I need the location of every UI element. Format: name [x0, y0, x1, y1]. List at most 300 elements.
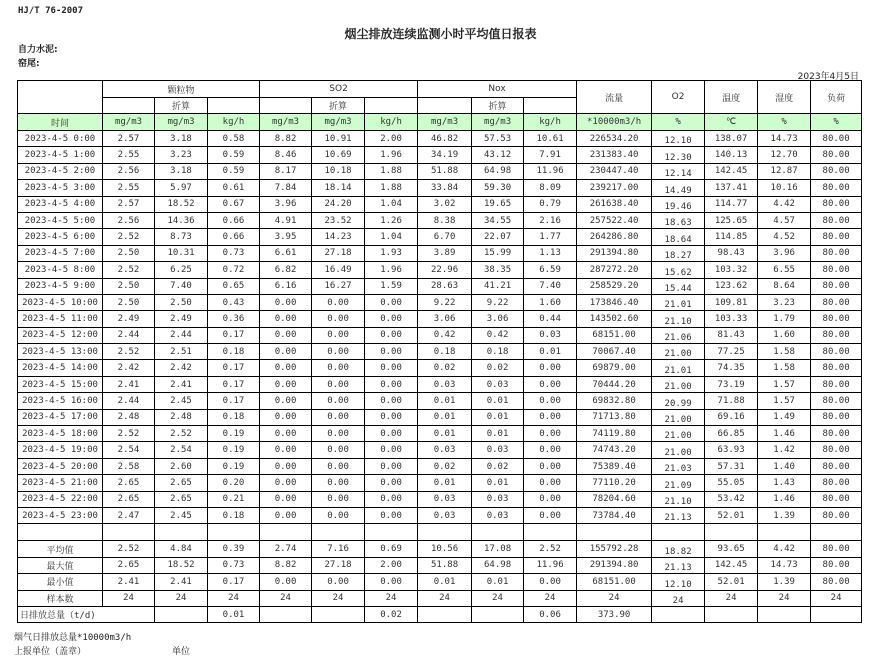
- report-table: [17, 80, 862, 623]
- cell: 80.00: [811, 507, 862, 523]
- cell: 24.20: [312, 196, 365, 212]
- cell: 3.23: [758, 294, 811, 310]
- table-row: [18, 131, 862, 147]
- cell: 81.43: [705, 327, 758, 343]
- cell: kg/h: [208, 114, 260, 131]
- cell: ℃: [705, 114, 758, 131]
- cell: 0.00: [365, 360, 418, 376]
- cell: 0.01: [418, 574, 472, 590]
- cell: 21.10: [652, 491, 705, 507]
- cell: 1.40: [758, 458, 811, 474]
- row-label: 2023-4-5 18:00: [18, 426, 103, 442]
- cell: 6.59: [524, 262, 577, 278]
- cell: 0.03: [472, 376, 524, 392]
- cell: 0.65: [208, 278, 260, 294]
- cell: [811, 524, 862, 541]
- cell: 33.84: [418, 180, 472, 196]
- cell: 0.00: [260, 344, 312, 360]
- cell: 24: [472, 590, 524, 606]
- reporter-label: 上报单位（盖章）: [14, 647, 87, 657]
- cell: 2.48: [103, 409, 155, 425]
- cell: [312, 524, 365, 541]
- cell: 0.44: [524, 311, 577, 327]
- row-label: 2023-4-5 8:00: [18, 262, 103, 278]
- cell: 0.73: [208, 245, 260, 261]
- cell: 1.93: [365, 245, 418, 261]
- cell: 2.65: [103, 491, 155, 507]
- cell: 0.00: [524, 475, 577, 491]
- table-row: [18, 426, 862, 442]
- cell: 2.50: [103, 245, 155, 261]
- cell: 0.00: [365, 393, 418, 409]
- cell: 10.91: [312, 131, 365, 147]
- cell: 24: [577, 590, 652, 606]
- row-label: 2023-4-5 12:00: [18, 327, 103, 343]
- cell: 18.52: [155, 557, 208, 573]
- cell: 143502.60: [577, 311, 652, 327]
- cell: 1.57: [758, 393, 811, 409]
- cell: 0.42: [418, 327, 472, 343]
- cell: 3.06: [472, 311, 524, 327]
- cell: 0.00: [312, 442, 365, 458]
- cell: 0.02: [418, 458, 472, 474]
- cell: 57.31: [705, 458, 758, 474]
- cell: 1.96: [365, 262, 418, 278]
- table-row: [18, 180, 862, 196]
- cell: 63.93: [705, 442, 758, 458]
- cell: 69832.80: [577, 393, 652, 409]
- cell: 0.59: [208, 163, 260, 179]
- cell: 15.44: [652, 278, 705, 294]
- cell: 8.46: [260, 147, 312, 163]
- cell: 2.44: [155, 327, 208, 343]
- cell: 6.25: [155, 262, 208, 278]
- cell: 6.16: [260, 278, 312, 294]
- row-label: 2023-4-5 2:00: [18, 163, 103, 179]
- cell: 2.41: [103, 376, 155, 392]
- cell: 0.00: [524, 491, 577, 507]
- cell: 22.96: [418, 262, 472, 278]
- daily-total-particulate: 0.01: [208, 606, 260, 622]
- stats-row: [18, 590, 862, 606]
- cell: %: [758, 114, 811, 131]
- table-row: [18, 393, 862, 409]
- cell: 1.60: [758, 327, 811, 343]
- cell: 2.65: [103, 557, 155, 573]
- cell: 8.17: [260, 163, 312, 179]
- cell: 0.00: [365, 507, 418, 523]
- cell: 2.49: [155, 311, 208, 327]
- cell: 6.55: [758, 262, 811, 278]
- cell: 14.73: [758, 131, 811, 147]
- row-label: 2023-4-5 13:00: [18, 344, 103, 360]
- cell: 2.52: [103, 541, 155, 557]
- cell: 0.00: [524, 458, 577, 474]
- cell: 0.17: [208, 360, 260, 376]
- cell: 6.61: [260, 245, 312, 261]
- cell: 2.65: [103, 475, 155, 491]
- cell: 0.00: [365, 327, 418, 343]
- cell: 2.56: [103, 163, 155, 179]
- cell: 3.89: [418, 245, 472, 261]
- table-row: [18, 442, 862, 458]
- cell: 12.30: [652, 147, 705, 163]
- cell: mg/m3: [155, 114, 208, 131]
- cell: 0.19: [208, 426, 260, 442]
- cell: 38.35: [472, 262, 524, 278]
- cell: 74.35: [705, 360, 758, 376]
- cell: 0.00: [312, 491, 365, 507]
- header-converted: 折算: [472, 98, 524, 114]
- cell: 34.55: [472, 212, 524, 228]
- cell: 80.00: [811, 311, 862, 327]
- header-humidity: 湿度: [758, 81, 811, 114]
- cell: 73.19: [705, 376, 758, 392]
- cell: 10.18: [312, 163, 365, 179]
- cell: 1.04: [365, 196, 418, 212]
- cell: 258529.20: [577, 278, 652, 294]
- cell: 2.52: [103, 262, 155, 278]
- cell: %: [652, 114, 705, 131]
- cell: 2.74: [260, 541, 312, 557]
- cell: 138.07: [705, 131, 758, 147]
- cell: 0.00: [312, 327, 365, 343]
- cell: 0.00: [524, 507, 577, 523]
- cell: 0.00: [365, 311, 418, 327]
- cell: 1.04: [365, 229, 418, 245]
- cell: 0.00: [312, 344, 365, 360]
- cell: 0.79: [524, 196, 577, 212]
- cell: 0.00: [260, 475, 312, 491]
- header-row-groups: [18, 81, 862, 98]
- row-label: 2023-4-5 16:00: [18, 393, 103, 409]
- cell: 230447.40: [577, 163, 652, 179]
- cell: 0.00: [260, 574, 312, 590]
- cell: 2.41: [103, 574, 155, 590]
- cell: 80.00: [811, 212, 862, 228]
- cell: 0.00: [312, 409, 365, 425]
- table-row: [18, 507, 862, 523]
- location-label: 窑尾:: [18, 59, 40, 69]
- cell: 2.65: [155, 475, 208, 491]
- cell: 15.99: [472, 245, 524, 261]
- cell: 78204.60: [577, 491, 652, 507]
- cell: 4.91: [260, 212, 312, 228]
- header-converted: 折算: [155, 98, 208, 114]
- cell: 3.23: [155, 147, 208, 163]
- cell: 0.00: [365, 442, 418, 458]
- cell: 0.00: [260, 393, 312, 409]
- cell: 0.00: [524, 574, 577, 590]
- cell: 53.42: [705, 491, 758, 507]
- cell: 80.00: [811, 196, 862, 212]
- row-label: 2023-4-5 14:00: [18, 360, 103, 376]
- row-label: 2023-4-5 7:00: [18, 245, 103, 261]
- cell: 0.00: [260, 376, 312, 392]
- cell: 21.01: [652, 360, 705, 376]
- cell: 12.10: [652, 131, 705, 147]
- cell: 0.00: [524, 426, 577, 442]
- cell: 68151.00: [577, 327, 652, 343]
- cell: 3.95: [260, 229, 312, 245]
- cell: 0.00: [312, 376, 365, 392]
- cell: 1.96: [365, 147, 418, 163]
- cell: 21.13: [652, 507, 705, 523]
- cell: 2.42: [155, 360, 208, 376]
- cell: 2.56: [103, 212, 155, 228]
- header-converted: 折算: [312, 98, 365, 114]
- cell: 123.62: [705, 278, 758, 294]
- table-row: [18, 278, 862, 294]
- cell: 14.49: [652, 180, 705, 196]
- cell: 80.00: [811, 475, 862, 491]
- cell: 1.88: [365, 163, 418, 179]
- cell: 9.22: [472, 294, 524, 310]
- cell: 0.00: [365, 458, 418, 474]
- cell: 21.00: [652, 344, 705, 360]
- cell: 0.03: [524, 327, 577, 343]
- cell: 0.00: [260, 442, 312, 458]
- cell: 2.57: [103, 131, 155, 147]
- cell: 0.00: [365, 294, 418, 310]
- row-label: 平均值: [18, 541, 103, 557]
- cell: 71713.80: [577, 409, 652, 425]
- cell: 2.58: [103, 458, 155, 474]
- row-label: 2023-4-5 23:00: [18, 507, 103, 523]
- cell: 11.96: [524, 163, 577, 179]
- unit-row: [18, 114, 862, 131]
- cell: 80.00: [811, 360, 862, 376]
- row-label: 2023-4-5 20:00: [18, 458, 103, 474]
- company-label: 自力水泥:: [18, 45, 58, 55]
- cell: 23.52: [312, 212, 365, 228]
- cell: 2.65: [155, 491, 208, 507]
- cell: 0.18: [418, 344, 472, 360]
- cell: mg/m3: [418, 114, 472, 131]
- cell: 0.03: [418, 376, 472, 392]
- cell: 80.00: [811, 294, 862, 310]
- header-temp: 温度: [705, 81, 758, 114]
- cell: 98.43: [705, 245, 758, 261]
- cell: 0.00: [312, 311, 365, 327]
- cell: 142.45: [705, 557, 758, 573]
- cell: 0.01: [418, 409, 472, 425]
- row-label: [18, 524, 103, 541]
- cell: 0.66: [208, 229, 260, 245]
- cell: 0.02: [472, 458, 524, 474]
- cell: 1.26: [365, 212, 418, 228]
- cell: 0.00: [312, 294, 365, 310]
- cell: 4.42: [758, 196, 811, 212]
- cell: 2.55: [103, 147, 155, 163]
- cell: 2.57: [103, 196, 155, 212]
- cell: 18.52: [155, 196, 208, 212]
- cell: 0.03: [472, 491, 524, 507]
- report-date: 2023年4月5日: [797, 72, 859, 82]
- cell: 0.00: [260, 426, 312, 442]
- cell: 0.17: [208, 327, 260, 343]
- cell: 27.18: [312, 245, 365, 261]
- row-label: 2023-4-5 4:00: [18, 196, 103, 212]
- cell: [365, 524, 418, 541]
- cell: 1.77: [524, 229, 577, 245]
- cell: 0.03: [472, 507, 524, 523]
- cell: 2.52: [524, 541, 577, 557]
- cell: 1.49: [758, 409, 811, 425]
- cell: 66.85: [705, 426, 758, 442]
- cell: 114.85: [705, 229, 758, 245]
- cell: 74743.20: [577, 442, 652, 458]
- row-label: 2023-4-5 9:00: [18, 278, 103, 294]
- cell: 0.72: [208, 262, 260, 278]
- cell: 0.00: [260, 360, 312, 376]
- cell: 0.58: [208, 131, 260, 147]
- cell: [758, 524, 811, 541]
- cell: 24: [418, 590, 472, 606]
- cell: 0.00: [312, 458, 365, 474]
- cell: 21.03: [652, 458, 705, 474]
- cell: 20.99: [652, 393, 705, 409]
- cell: [652, 524, 705, 541]
- row-label: 2023-4-5 10:00: [18, 294, 103, 310]
- cell: 64.98: [472, 163, 524, 179]
- cell: 0.17: [208, 376, 260, 392]
- table-row: [18, 327, 862, 343]
- cell: 10.61: [524, 131, 577, 147]
- cell: 0.00: [260, 311, 312, 327]
- cell: 75389.40: [577, 458, 652, 474]
- cell: 12.87: [758, 163, 811, 179]
- cell: 80.00: [811, 147, 862, 163]
- cell: 70444.20: [577, 376, 652, 392]
- cell: [524, 524, 577, 541]
- cell: 80.00: [811, 344, 862, 360]
- cell: 21.00: [652, 409, 705, 425]
- table-row: [18, 163, 862, 179]
- table-row: [18, 262, 862, 278]
- cell: 8.82: [260, 131, 312, 147]
- cell: 19.46: [652, 196, 705, 212]
- cell: 93.65: [705, 541, 758, 557]
- cell: 0.00: [365, 426, 418, 442]
- cell: 11.96: [524, 557, 577, 573]
- cell: 137.41: [705, 180, 758, 196]
- cell: 0.00: [260, 491, 312, 507]
- cell: 0.73: [208, 557, 260, 573]
- cell: 41.21: [472, 278, 524, 294]
- row-label: 2023-4-5 17:00: [18, 409, 103, 425]
- cell: 16.27: [312, 278, 365, 294]
- cell: 9.22: [418, 294, 472, 310]
- cell: [312, 606, 365, 622]
- cell: kg/h: [365, 114, 418, 131]
- cell: [472, 524, 524, 541]
- cell: 80.00: [811, 229, 862, 245]
- cell: 2.48: [155, 409, 208, 425]
- cell: 114.77: [705, 196, 758, 212]
- cell: mg/m3: [472, 114, 524, 131]
- cell: 15.62: [652, 262, 705, 278]
- cell: 0.00: [524, 409, 577, 425]
- cell: 0.00: [365, 409, 418, 425]
- cell: 0.00: [260, 507, 312, 523]
- cell: 18.63: [652, 212, 705, 228]
- cell: 142.45: [705, 163, 758, 179]
- cell: 1.39: [758, 574, 811, 590]
- cell: 21.09: [652, 475, 705, 491]
- cell: 21.01: [652, 294, 705, 310]
- cell: 73784.40: [577, 507, 652, 523]
- cell: 24: [758, 590, 811, 606]
- cell: %: [811, 114, 862, 131]
- cell: 80.00: [811, 426, 862, 442]
- cell: 2.41: [155, 376, 208, 392]
- cell: 7.16: [312, 541, 365, 557]
- cell: 264286.80: [577, 229, 652, 245]
- cell: [577, 524, 652, 541]
- cell: 0.00: [524, 393, 577, 409]
- cell: 2.54: [103, 442, 155, 458]
- row-label: 时间: [18, 114, 103, 131]
- cell: 3.02: [418, 196, 472, 212]
- header-particulate: 颗粒物: [103, 81, 260, 98]
- cell: 0.01: [418, 426, 472, 442]
- cell: [705, 606, 758, 622]
- cell: 2.55: [103, 180, 155, 196]
- table-row: [18, 147, 862, 163]
- cell: 24: [260, 590, 312, 606]
- cell: 8.82: [260, 557, 312, 573]
- cell: 0.69: [365, 541, 418, 557]
- cell: 10.16: [758, 180, 811, 196]
- cell: 2.50: [103, 278, 155, 294]
- cell: 14.36: [155, 212, 208, 228]
- cell: 21.00: [652, 442, 705, 458]
- cell: 1.58: [758, 360, 811, 376]
- cell: 24: [208, 590, 260, 606]
- cell: 0.00: [260, 458, 312, 474]
- cell: [418, 606, 472, 622]
- cell: 0.01: [418, 393, 472, 409]
- cell: 2.52: [155, 426, 208, 442]
- table-row: [18, 212, 862, 228]
- cell: 0.00: [365, 491, 418, 507]
- header-flow: 流量: [577, 81, 652, 114]
- table-row: [18, 458, 862, 474]
- cell: 109.81: [705, 294, 758, 310]
- cell: 2.41: [155, 574, 208, 590]
- table-row: [18, 475, 862, 491]
- cell: 0.66: [208, 212, 260, 228]
- cell: 80.00: [811, 180, 862, 196]
- cell: [208, 524, 260, 541]
- cell: 2.60: [155, 458, 208, 474]
- cell: 2.50: [103, 294, 155, 310]
- cell: 0.02: [472, 360, 524, 376]
- cell: 0.00: [312, 393, 365, 409]
- cell: [418, 524, 472, 541]
- cell: 0.01: [472, 426, 524, 442]
- header-load: 负荷: [811, 81, 862, 114]
- cell: 77.25: [705, 344, 758, 360]
- cell: 257522.40: [577, 212, 652, 228]
- cell: [260, 606, 312, 622]
- cell: 0.36: [208, 311, 260, 327]
- cell: 24: [811, 590, 862, 606]
- table-row: [18, 196, 862, 212]
- cell: 1.88: [365, 180, 418, 196]
- cell: 125.65: [705, 212, 758, 228]
